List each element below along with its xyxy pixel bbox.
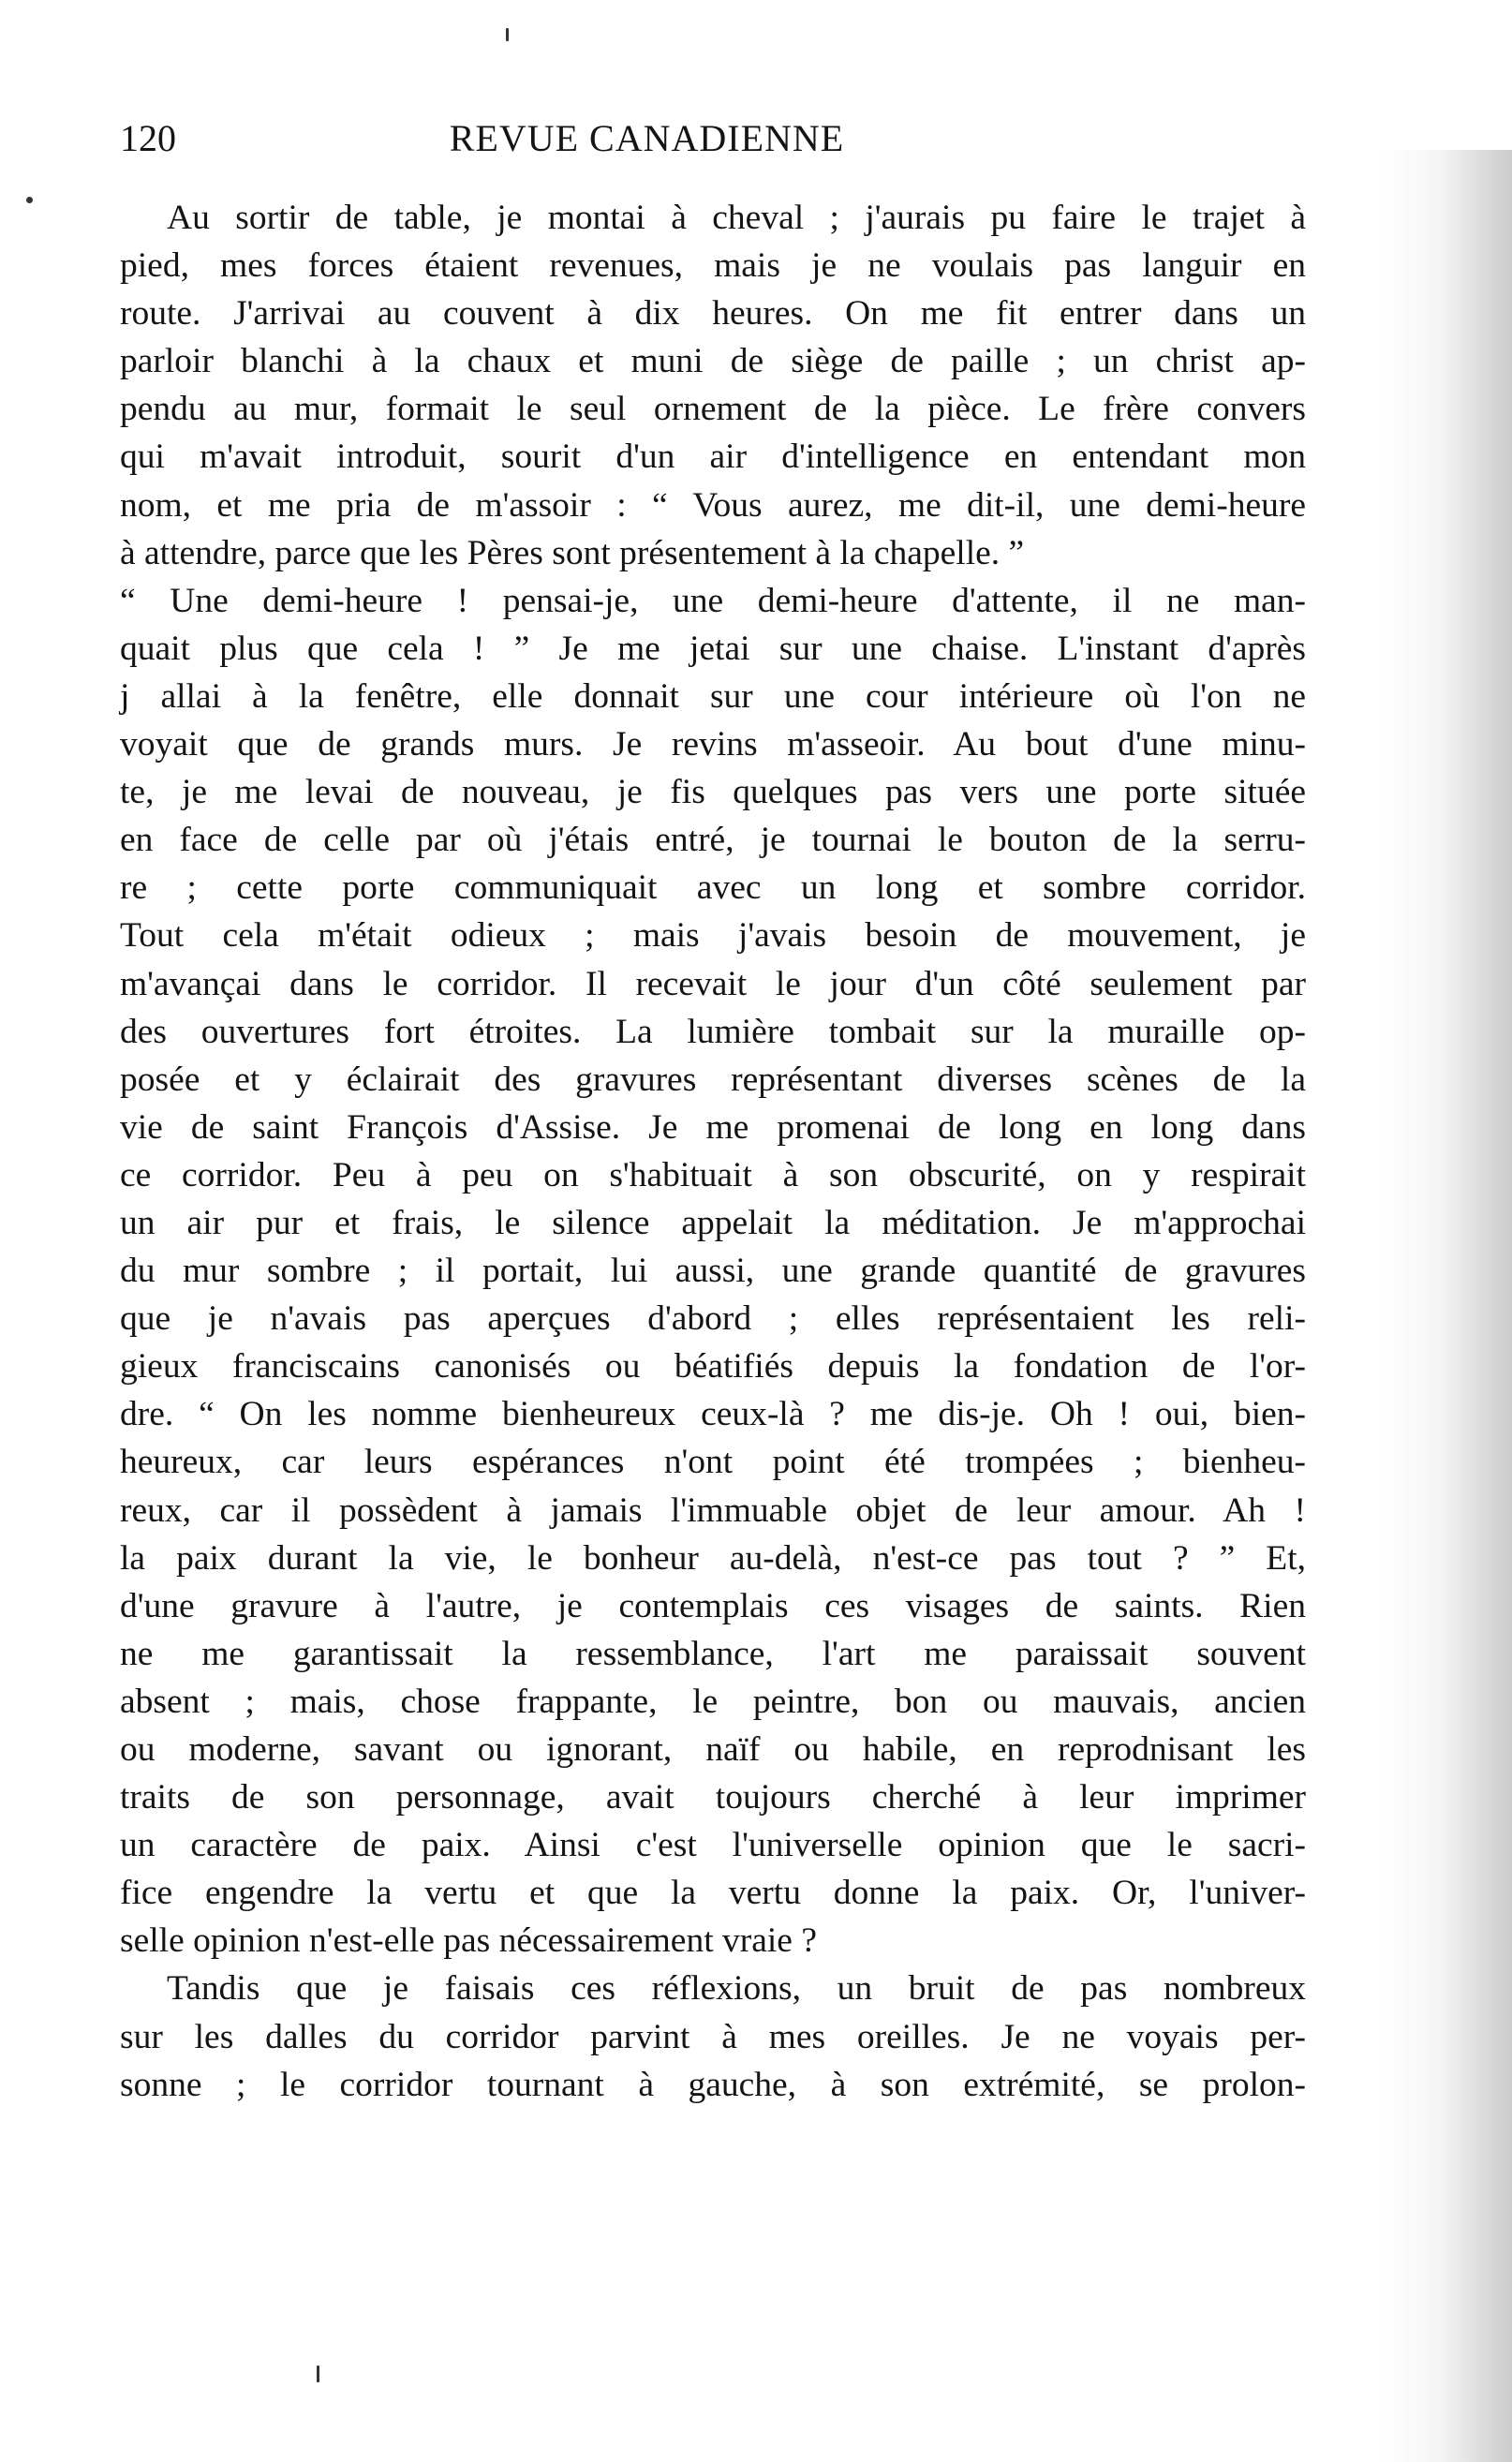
scan-speck bbox=[317, 2366, 319, 2382]
text-line: ne me garantissait la ressemblance, l'art me paraissait souvent bbox=[120, 1634, 1306, 1673]
scan-speck bbox=[26, 197, 33, 203]
text-line: des ouvertures fort étroites. La lumière tombait sur la muraille op- bbox=[120, 1012, 1306, 1051]
text-line: posée et y éclairait des gravures représentant diverses scènes de la bbox=[120, 1060, 1306, 1099]
text-line: quait plus que cela ! ” Je me jetai sur une chaise. L'instant d'après bbox=[120, 629, 1306, 668]
text-line: dre. “ On les nomme bienheureux ceux-là ? me dis-je. Oh ! oui, bien- bbox=[120, 1395, 1306, 1434]
text-line: du mur sombre ; il portait, lui aussi, une grande quantité de gravures bbox=[120, 1252, 1306, 1291]
text-line: sur les dalles du corridor parvint à mes oreilles. Je ne voyais per- bbox=[120, 2017, 1306, 2056]
text-line: sonne ; le corridor tournant à gauche, à son extrémité, se prolon- bbox=[120, 2065, 1306, 2104]
page-edge-shadow bbox=[1381, 150, 1512, 2462]
text-line: voyait que de grands murs. Je revins m'asseoir. Au bout d'une minu- bbox=[120, 725, 1306, 764]
text-line: “ Une demi-heure ! pensai-je, une demi-heure d'attente, il ne man- bbox=[120, 581, 1306, 620]
text-line: fice engendre la vertu et que la vertu donne la paix. Or, l'univer- bbox=[120, 1874, 1306, 1913]
text-line: un caractère de paix. Ainsi c'est l'universelle opinion que le sacri- bbox=[120, 1826, 1306, 1865]
text-line: j allai à la fenêtre, elle donnait sur une cour intérieure où l'on ne bbox=[120, 676, 1306, 716]
text-line: gieux franciscains canonisés ou béatifiés depuis la fondation de l'or- bbox=[120, 1347, 1306, 1387]
scan-speck bbox=[506, 28, 509, 41]
text-line: ce corridor. Peu à peu on s'habituait à son obscurité, on y respirait bbox=[120, 1155, 1306, 1194]
body-text bbox=[120, 194, 1306, 2109]
text-line: reux, car il possèdent à jamais l'immuable objet de leur amour. Ah ! bbox=[120, 1491, 1306, 1530]
text-line: te, je me levai de nouveau, je fis quelques pas vers une porte située bbox=[120, 773, 1306, 812]
text-line: parloir blanchi à la chaux et muni de siège de paille ; un christ ap- bbox=[120, 342, 1306, 381]
text-line: m'avançai dans le corridor. Il recevait le jour d'un côté seulement par bbox=[120, 964, 1306, 1003]
text-line: d'une gravure à l'autre, je contemplais ces visages de saints. Rien bbox=[120, 1586, 1306, 1625]
text-line: heureux, car leurs espérances n'ont point été trompées ; bienheu- bbox=[120, 1443, 1306, 1482]
text-line: re ; cette porte communiquait avec un long et sombre corridor. bbox=[120, 868, 1306, 908]
text-line: que je n'avais pas aperçues d'abord ; elles représentaient les reli- bbox=[120, 1299, 1306, 1339]
text-line: Au sortir de table, je montai à cheval ; j'aurais pu faire le trajet à bbox=[167, 199, 1306, 237]
page-header bbox=[120, 111, 1306, 167]
text-line: ou moderne, savant ou ignorant, naïf ou habile, en reprodnisant les bbox=[120, 1730, 1306, 1769]
text-line: en face de celle par où j'étais entré, je tournai le bouton de la serru- bbox=[120, 821, 1306, 860]
text-line: selle opinion n'est-elle pas nécessairement vraie ? bbox=[120, 1921, 817, 1961]
text-line: pendu au mur, formait le seul ornement de la pièce. Le frère convers bbox=[120, 390, 1306, 429]
page-number: 120 bbox=[120, 117, 176, 159]
text-line: pied, mes forces étaient revenues, mais je ne voulais pas languir en bbox=[120, 246, 1306, 286]
text-line: traits de son personnage, avait toujours cherché à leur imprimer bbox=[120, 1778, 1306, 1817]
text-line: à attendre, parce que les Pères sont présentement à la chapelle. ” bbox=[120, 533, 1025, 572]
text-line: Tandis que je faisais ces réflexions, un bruit de pas nombreux bbox=[167, 1969, 1306, 2009]
text-line: vie de saint François d'Assise. Je me promenai de long en long dans bbox=[120, 1107, 1306, 1147]
text-line: nom, et me pria de m'assoir : “ Vous aurez, me dit-il, une demi-heure bbox=[120, 485, 1306, 525]
text-line: Tout cela m'était odieux ; mais j'avais besoin de mouvement, je bbox=[120, 916, 1306, 956]
text-line: route. J'arrivai au couvent à dix heures. On me fit entrer dans un bbox=[120, 294, 1306, 334]
running-title: REVUE CANADIENNE bbox=[449, 117, 845, 159]
text-line: absent ; mais, chose frappante, le peintre, bon ou mauvais, ancien bbox=[120, 1682, 1306, 1721]
text-line: la paix durant la vie, le bonheur au-delà, n'est-ce pas tout ? ” Et, bbox=[120, 1538, 1306, 1578]
text-line: un air pur et frais, le silence appelait la méditation. Je m'approchai bbox=[120, 1203, 1306, 1242]
text-line: qui m'avait introduit, sourit d'un air d'intelligence en entendant mon bbox=[120, 438, 1306, 477]
